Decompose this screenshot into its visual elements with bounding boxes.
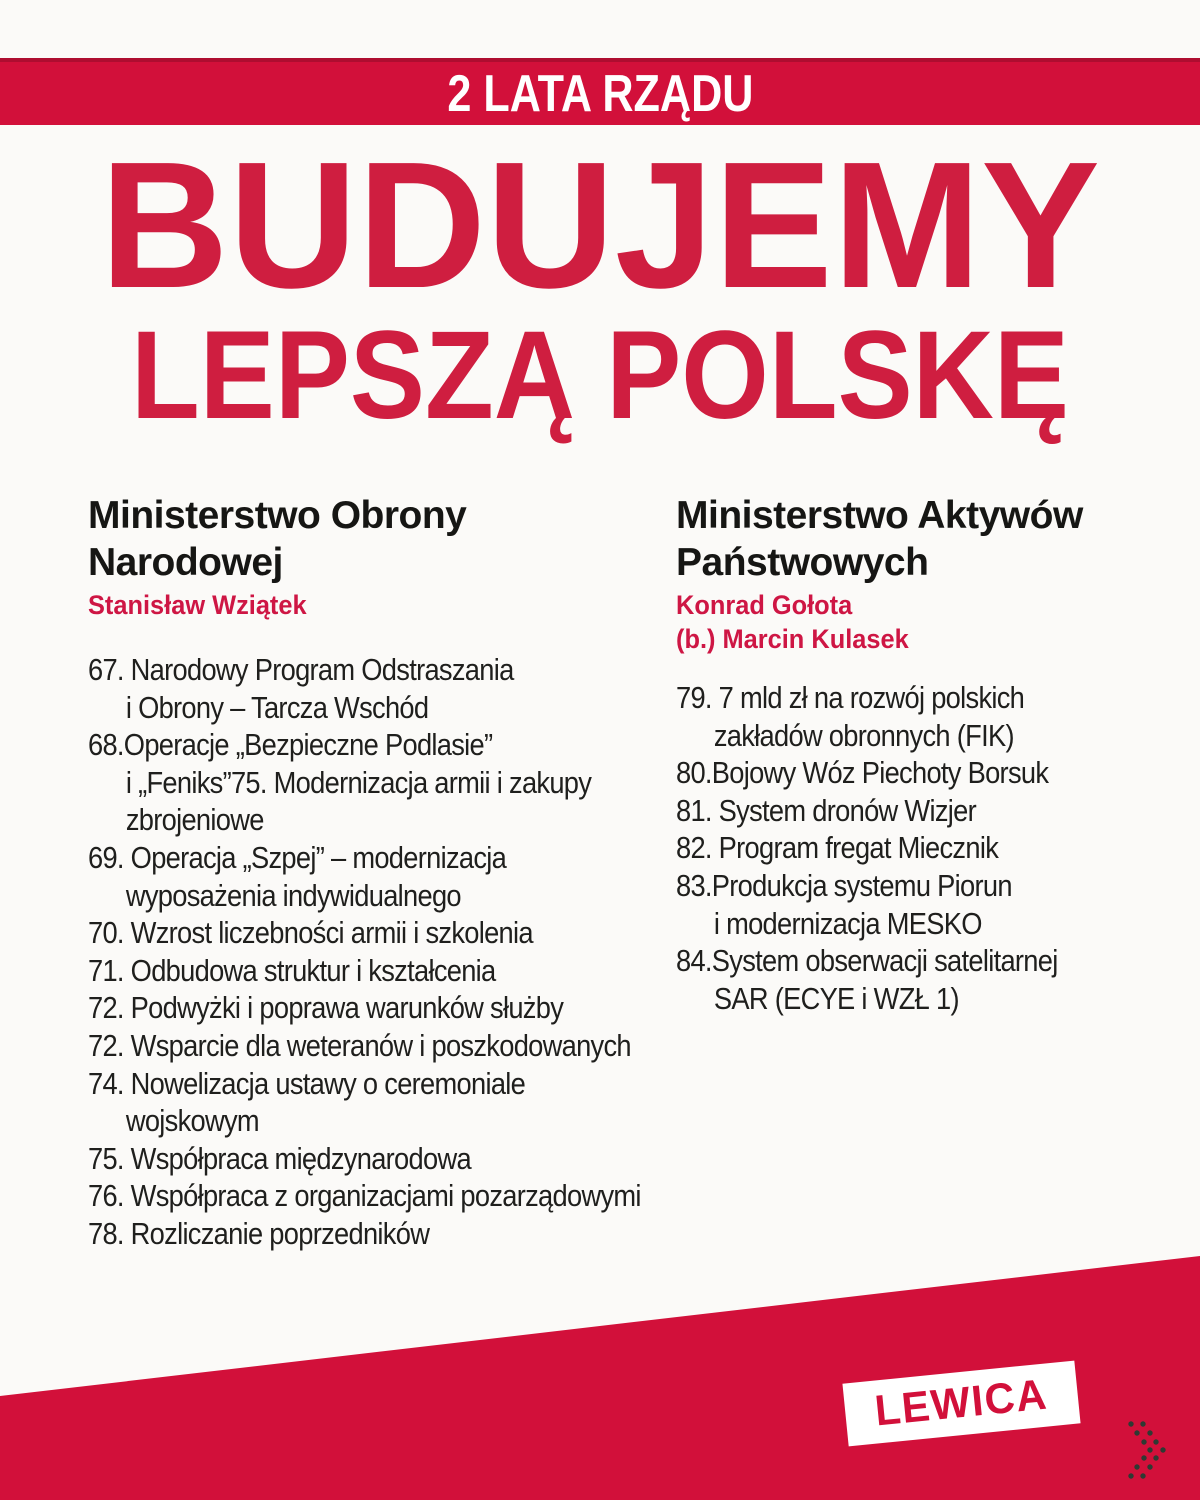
list-item-continuation: zbrojeniowe (125, 802, 264, 838)
list-item-continuation: wojskowym (125, 1103, 259, 1139)
list-item-continuation: zakładów obronnych (FIK) (713, 717, 1014, 753)
list-item: 71. Odbudowa struktur i kształcenia (88, 952, 496, 988)
list-item: 79. 7 mld zł na rozwój polskich (676, 680, 1025, 715)
column-ministry-state-assets (676, 492, 1176, 656)
achievement-list-assets (676, 679, 1200, 1017)
ministry-defense-title-line2: Narodowej (88, 541, 283, 584)
ministry-defense-title-line1: Ministerstwo Obrony (88, 494, 467, 537)
list-item-continuation: i Obrony – Tarcza Wschód (125, 689, 429, 725)
list-item-continuation: i modernizacja MESKO (713, 905, 982, 941)
lewica-logo-text: LEWICA (872, 1370, 1051, 1436)
title-line-1: BUDUJEMY (100, 140, 1100, 326)
title-line-2: LEPSZĄ POLSKĘ (131, 306, 1069, 445)
list-item-continuation: SAR (ECYE i WZŁ 1) (713, 980, 959, 1016)
list-item: 84.System obserwacji satelitarnej (676, 943, 1058, 979)
minister-name: Konrad Gołota (676, 590, 853, 620)
list-item: 74. Nowelizacja ustawy o ceremoniale (88, 1065, 526, 1101)
list-item: 76. Współpraca z organizacjami pozarządowymi (88, 1178, 641, 1214)
ministry-assets-title-line2: Państwowych (676, 541, 929, 584)
list-item: 72. Wsparcie dla weteranów i poszkodowanych (88, 1027, 631, 1063)
minister-name: (b.) Marcin Kulasek (676, 624, 909, 654)
list-item: 67. Narodowy Program Odstraszania (88, 652, 514, 687)
list-item: 82. Program fregat Miecznik (676, 830, 999, 866)
list-item: 69. Operacja „Szpej” – modernizacja (88, 839, 507, 875)
ministry-assets-ministers (676, 588, 1146, 656)
main-title (0, 140, 1200, 470)
list-item: 80.Bojowy Wóz Piechoty Borsuk (676, 755, 1049, 791)
list-item: 70. Wzrost liczebności armii i szkolenia (88, 915, 533, 951)
list-item: 81. System dronów Wizjer (676, 792, 976, 828)
ministry-defense-minister (88, 588, 652, 622)
column-ministry-defense (88, 492, 688, 622)
list-item-continuation: wyposażenia indywidualnego (125, 877, 461, 913)
achievement-list-defense (88, 651, 722, 1253)
list-item: 68.Operacje „Bezpieczne Podlasie” (88, 727, 493, 763)
banner-label: 2 LATA RZĄDU (446, 64, 754, 123)
list-item: 72. Podwyżki i poprawa warunków służby (88, 990, 564, 1026)
list-item: 83.Produkcja systemu Piorun (676, 867, 1012, 903)
list-item: 75. Współpraca międzynarodowa (88, 1140, 471, 1176)
ministry-assets-title-line1: Ministerstwo Aktywów (676, 494, 1083, 537)
ministry-assets-title (676, 492, 1176, 586)
list-item: 78. Rozliczanie poprzedników (88, 1215, 430, 1251)
dotted-chevron-icon (1124, 1417, 1179, 1485)
minister-name: Stanisław Wziątek (88, 590, 307, 620)
ministry-defense-title (88, 492, 688, 586)
list-item-continuation: i „Feniks”75. Modernizacja armii i zakupy (125, 764, 592, 800)
top-banner (0, 58, 1200, 125)
